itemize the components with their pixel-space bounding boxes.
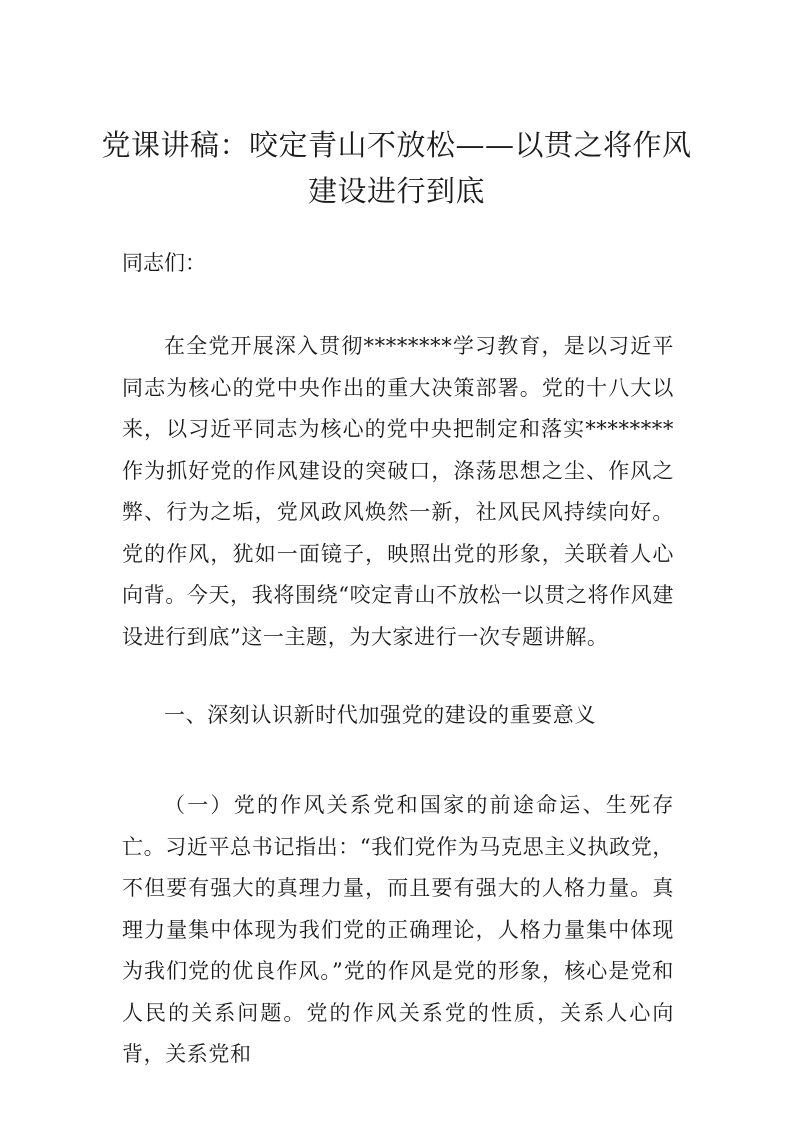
body-paragraph-section-1: （一）党的作风关系党和国家的前途命运、生死存亡。习近平总书记指出：“我们党作为马克思主义执政党，不但要有强大的真理力量，而且要有强大的人格力量。真理力量集中体现为我们党的正确理论，人格力量集中体现为我们党的优良作风。”党的作风是党的形象，核心是党和人民的关系问题。党的作风关系党的性质，关系人心向背，关系党和	[122, 793, 674, 1066]
salutation: 同志们：	[122, 251, 206, 275]
section-heading: 一、深刻认识新时代加强党的建设的重要意义	[164, 703, 596, 727]
body-paragraph-intro: 在全党开展深入贯彻********学习教育，是以习近平同志为核心的党中央作出的重大决策部署。党的十八大以来，以习近平同志为核心的党中央把制定和落实********作为抓好党的作风建设的突破口，涤荡思想之尘、作风之弊、行为之垢，党风政风焕然一新，社风民风持续向好。党的作风，犹如一面镜子，映照出党的形象，关联着人心向背。今天，我将围绕“咬定青山不放松一以贯之将作风建设进行到底”这一主题，为大家进行一次专题讲解。	[122, 334, 674, 649]
document-title: 党课讲稿：咬定青山不放松——以贯之将作风建设进行到底	[101, 128, 692, 208]
